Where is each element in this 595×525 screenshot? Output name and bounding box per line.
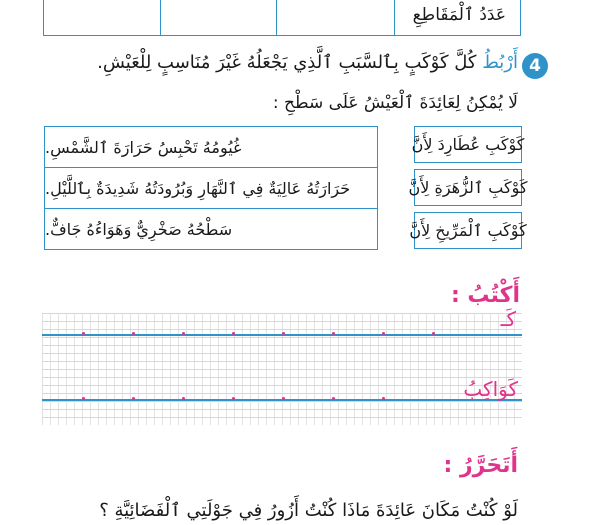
- dot-guide: [82, 332, 85, 335]
- dot-guide: [182, 397, 185, 400]
- reason-item[interactable]: غُيُومُهُ تَحْبِسُ حَرَارَةَ ٱلشَّمْسِ.: [45, 127, 377, 168]
- table-divider: [160, 0, 161, 35]
- model-word: كَوَاكِبُ: [463, 377, 518, 401]
- dot-guides: [42, 332, 482, 336]
- table-divider: [276, 0, 277, 35]
- dot-guide: [332, 332, 335, 335]
- planets-column: [408, 126, 528, 255]
- planet-item[interactable]: كَوْكَبِ ٱلزُّهَرَةِ لِأَنَّ: [414, 169, 522, 206]
- dot-guide: [132, 397, 135, 400]
- dot-guide: [282, 332, 285, 335]
- dot-guide: [282, 397, 285, 400]
- free-section-title: أَتَحَرَّرُ :: [443, 453, 518, 478]
- dot-guide: [232, 397, 235, 400]
- handwriting-lines[interactable]: [42, 307, 522, 425]
- reason-item[interactable]: سَطْحُهُ صَخْرِيٌّ وَهَوَاءُهُ جَافٌّ.: [45, 220, 233, 239]
- exercise-number-badge: 4: [522, 53, 548, 79]
- dot-guide: [432, 332, 435, 335]
- dot-guide: [132, 332, 135, 335]
- syllable-count-table: [43, 0, 521, 36]
- reasons-table: [44, 126, 378, 250]
- instruction-text: كُلَّ كَوْكَبٍ بِٱلسَّبَبِ ٱلَّذِي يَجْعَلُهُ غَيْرَ مُنَاسِبٍ لِلْعَيْشِ.: [97, 52, 483, 73]
- dot-guide: [382, 332, 385, 335]
- instruction-verb: أَرْبُطُ: [482, 52, 518, 73]
- writing-section-title: أَكْتُبُ :: [450, 283, 520, 308]
- dot-guide: [182, 332, 185, 335]
- model-letter: كَـ: [500, 307, 516, 331]
- planet-item[interactable]: كَوْكَبِ ٱلْمَرِّيخِ لِأَنَّ: [414, 212, 522, 249]
- syllable-count-label: عَدَدُ ٱلْمَقَاطِعِ: [412, 5, 506, 25]
- reason-item[interactable]: حَرَارَتُهُ عَالِيَةٌ فِي ٱلنَّهَارِ وَبُرُودَتُهُ شَدِيدَةٌ بِٱللَّيْلِ.: [45, 168, 377, 209]
- dot-guide: [82, 397, 85, 400]
- exercise-instruction: [97, 52, 518, 73]
- free-question: لَوْ كُنْتُ مَكَانَ عَائِدَةَ مَاذَا كُنْتُ أَزُورُ فِي جَوْلَتِي ٱلْفَضَائِيَّةِ ؟: [99, 500, 518, 521]
- dot-guide: [382, 397, 385, 400]
- dot-guide: [232, 332, 235, 335]
- dot-guide: [332, 397, 335, 400]
- exercise-subtitle: لَا يُمْكِنُ لِعَائِدَةَ ٱلْعَيْشُ عَلَى سَطْحِ :: [272, 93, 518, 113]
- table-divider: [394, 0, 395, 35]
- dot-guides: [42, 397, 482, 401]
- planet-item[interactable]: كَوْكَبِ عُطَارِدَ لِأَنَّ: [414, 126, 522, 163]
